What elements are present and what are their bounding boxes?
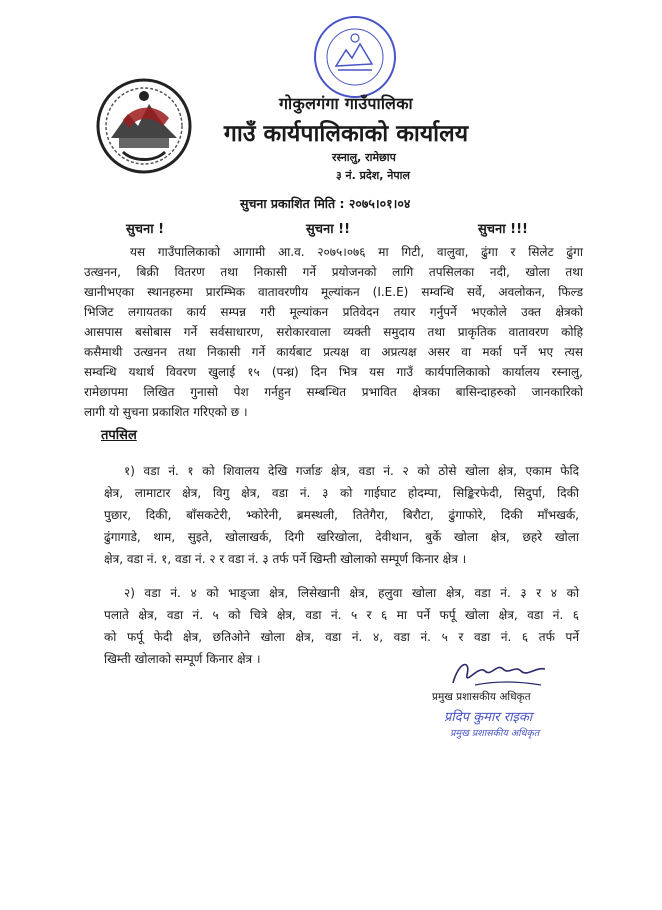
body-line: उत्खनन, बिक्री वितरण तथा निकासी गर्ने प्रयोजनको लागि तपसिलका नदी, खोला तथा bbox=[84, 265, 583, 279]
tapsil-item-line: ढुंगागाडे, थाम, सुइते, खोलाखर्क, दिगी खरिखोला, देवीथान, बुर्के खोला क्षेत्र, छहरे खोला bbox=[104, 530, 579, 544]
notice-heading: सुचना ! bbox=[126, 222, 165, 237]
stamp-name: प्रदिप कुमार राइका bbox=[444, 710, 533, 725]
tapsil-item-line: पुछार, दिकी, बाँसकटेरी, भ्कोरेनी, ब्रमस्थली, तितेगैरा, बिरौटा, ढुंगाफोरे, दिकी माँभखर्क, bbox=[104, 508, 579, 522]
address-line-1: रस्नालु, रामेछाप bbox=[332, 151, 396, 164]
published-date: सुचना प्रकाशित मिति : २०७५।०१।०४ bbox=[240, 196, 411, 211]
municipality-seal-icon bbox=[312, 14, 398, 100]
tapsil-item-line: को फर्पू फेदी क्षेत्र, छतिओने खोला क्षेत्र, वडा नं. ४, वडा नं. ५ र वडा नं. ६ तर्फ पर्ने bbox=[104, 630, 579, 644]
signatory-title: प्रमुख प्रशासकीय अधिकृत bbox=[432, 691, 531, 703]
nepal-emblem-icon bbox=[93, 76, 195, 176]
tapsil-heading: तपसिल bbox=[101, 428, 137, 443]
body-line: रामेछापमा लिखित गुनासो पेश गर्नहुन सम्बन्धित प्रभावित क्षेत्रका बासिन्दाहरुको जानकारिको bbox=[84, 385, 583, 399]
municipality-name: गोकुलगंगा गाउँपालिका bbox=[279, 94, 413, 113]
tapsil-item-line: १) वडा नं. १ को शिवालय देखि गर्जाङ क्षेत्र, वडा नं. २ को ठोसे खोला क्षेत्र, एकाम फेदि bbox=[124, 464, 579, 478]
notice-heading: सुचना !!! bbox=[478, 222, 528, 237]
tapsil-item-line: २) वडा नं. ४ को भाङ्जा क्षेत्र, लिसेखानी क्षेत्र, हलुवा खोला क्षेत्र, वडा नं. ३ र ४ को bbox=[124, 586, 579, 600]
signature-icon bbox=[445, 655, 555, 691]
body-line: लागी यो सुचना प्रकाशित गरिएको छ । bbox=[84, 405, 248, 419]
tapsil-item-line: खिम्ती खोलाको सम्पूर्ण किनार क्षेत्र । bbox=[104, 652, 261, 666]
tapsil-item-line: क्षेत्र, लामाटार क्षेत्र, विगु क्षेत्र, वडा नं. ३ को गाईघाट होदम्पा, सिङ्किरफेदी, सिदुर्पा, दिकी bbox=[104, 486, 579, 500]
body-line: यस गाउँपालिकाको आगामी आ.व. २०७५।०७६ मा गिटी, वालुवा, ढुंगा र सिलेट ढुंगा bbox=[130, 245, 583, 259]
body-line: आसपास बसोबास गर्ने सर्वसाधारण, सरोकारवाला व्यक्ती समुदाय तथा प्राकृतिक वातावरण कोहि bbox=[84, 325, 583, 339]
notice-heading: सुचना !! bbox=[306, 222, 351, 237]
tapsil-item-line: पलाते क्षेत्र, वडा नं. ५ को चित्रे क्षेत्र, वडा नं. ५ र ६ मा पर्ने फर्पू खोला क्षेत्र, वडा नं. ६ bbox=[104, 608, 579, 622]
body-line: सम्वन्धि यथार्थ विवरण खुलाई १५ (पन्ध्र) दिन भित्र यस गाउँ कार्यपालिकाको कार्यालय रस्नालु, bbox=[84, 365, 583, 379]
address-line-2: ३ नं. प्रदेश, नेपाल bbox=[336, 169, 410, 182]
stamp-title: प्रमुख प्रशासकीय अधिकृत bbox=[450, 728, 540, 739]
tapsil-item-line: क्षेत्र, वडा नं. १, वडा नं. २ र वडा नं. ३ तर्फ पर्ने खिम्ती खोलाको सम्पूर्ण किनार क्षेत्र । bbox=[104, 552, 467, 566]
body-line: कसैमाथी उत्खनन तथा निकासी गर्ने कार्यबाट प्रत्यक्ष वा अप्रत्यक्ष असर वा मर्का पर्ने भए त्यस bbox=[84, 345, 583, 359]
body-line: भिजिट लगायतका कार्य सम्पन्न गरी मूल्यांकन प्रतिवेदन तयार गर्नुपर्ने भएकोले उक्त क्षेत्रको bbox=[84, 305, 583, 319]
office-name: गाउँ कार्यपालिकाको कार्यालय bbox=[223, 121, 469, 147]
body-line: खानीभएका स्थानहरुमा प्रारम्भिक वातावरणीय मूल्यांकन (I.E.E) सम्वन्धि सर्वे, अवलोकन, फिल्ड bbox=[84, 285, 583, 299]
